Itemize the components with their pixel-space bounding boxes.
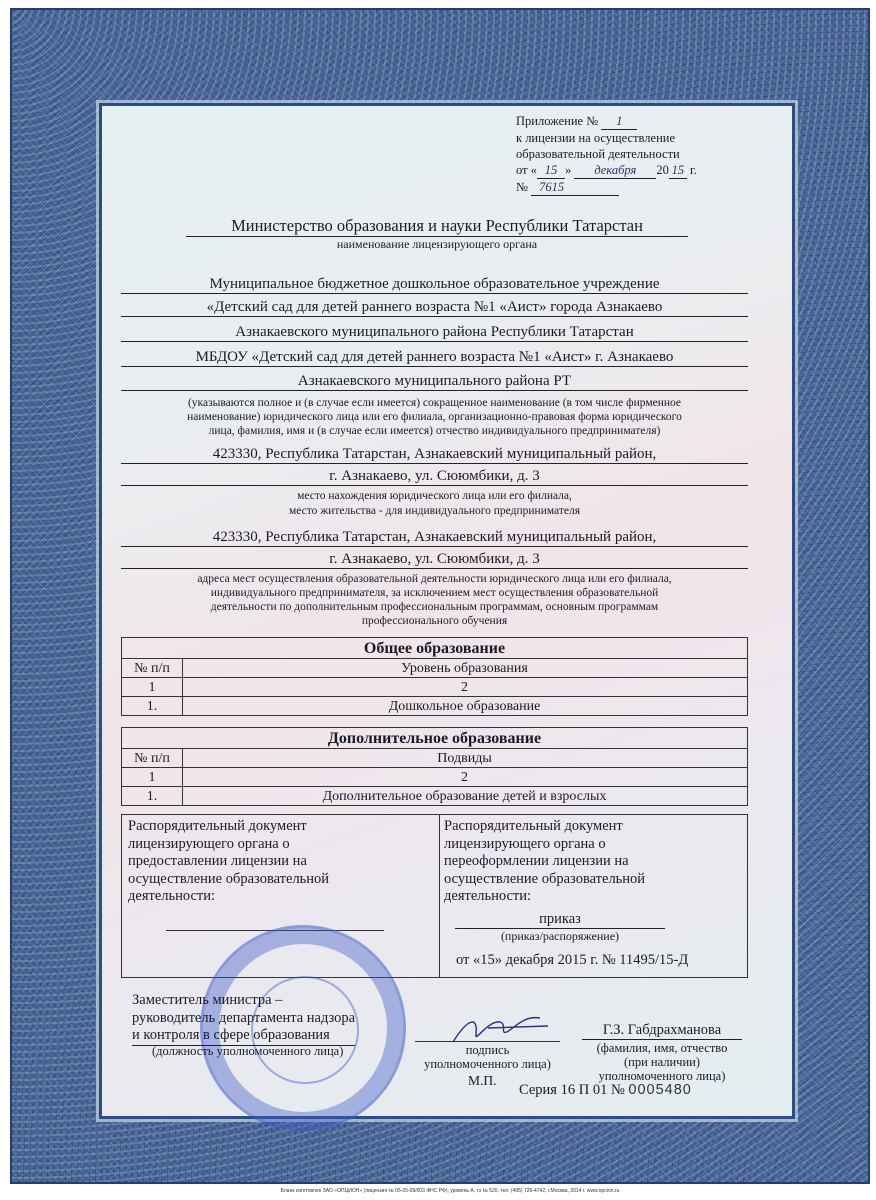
doc-right-type-caption: (приказ/распоряжение) bbox=[500, 929, 620, 943]
series-block: Серия 16 П 01 № 0005480 bbox=[519, 1082, 692, 1098]
additional-education-header-row: № п/п Подвиды bbox=[121, 748, 748, 768]
org-short-name-line1: МБДОУ «Детский сад для детей раннего возраста №1 «Аист» г. Азнакаево bbox=[121, 349, 748, 367]
appendix-number: 1 bbox=[601, 114, 637, 130]
org-name-caption-line3: лица, фамилия, имя и (в случае если имеется) отчество индивидуального предпринимателя) bbox=[208, 425, 661, 437]
authority-caption: наименование лицензирующего органа bbox=[336, 237, 538, 251]
appendix-month: декабря bbox=[574, 163, 656, 179]
activity-caption-line1: адреса мест осуществления образовательной деятельности юридического лица или его филиала, bbox=[197, 573, 672, 585]
general-education-header-row: № п/п Уровень образования bbox=[121, 658, 748, 678]
additional-education-index-row: 1 2 bbox=[121, 767, 748, 787]
table-row: 1. Дополнительное образование детей и взрослых bbox=[121, 786, 748, 806]
org-full-name-line2: «Детский сад для детей раннего возраста №1 «Аист» города Азнакаево bbox=[121, 299, 748, 317]
org-full-name-line3: Азнакаевского муниципального района Республики Татарстан bbox=[121, 324, 748, 342]
org-location-caption-line1: место нахождения юридического лица или его филиала, bbox=[297, 490, 572, 502]
appendix-line2: образовательной деятельности bbox=[516, 147, 680, 161]
documents-divider bbox=[439, 815, 440, 977]
org-location-line1: 423330, Республика Татарстан, Азнакаевский муниципальный район, bbox=[121, 446, 748, 464]
footer-imprint: Бланк изготовлен ЗАО «ОПЦИОН» (лицензия № 05-05-09/003 ФНС РФ), уровень А, тз № 520, тел. (495) 726-4742, г.Москва, 2014 г. www.opcion.ru bbox=[280, 1188, 620, 1194]
appendix-license-number: № 7615 bbox=[516, 180, 619, 196]
signer-name: Г.З. Габдрахманова bbox=[582, 1022, 742, 1040]
appendix-line1: к лицензии на осуществление bbox=[516, 131, 675, 145]
series-label: Серия bbox=[519, 1082, 557, 1098]
signature-caption: подпись уполномоченного лица) bbox=[424, 1043, 551, 1071]
additional-education-title: Дополнительное образование bbox=[121, 727, 748, 749]
doc-right-type: приказ bbox=[455, 911, 665, 929]
signer-position-caption: (должность уполномоченного лица) bbox=[152, 1044, 344, 1058]
doc-left-text: Распорядительный документ лицензирующего органа о предоставлении лицензии на осуществление образовательной деятельности: bbox=[128, 818, 330, 904]
activity-address-line1: 423330, Республика Татарстан, Азнакаевский муниципальный район, bbox=[121, 529, 748, 547]
activity-caption-line4: профессионального обучения bbox=[361, 615, 508, 627]
org-location-caption-line2: место жительства - для индивидуального предпринимателя bbox=[288, 505, 581, 517]
appendix-header bbox=[516, 114, 637, 130]
appendix-day: 15 bbox=[537, 163, 565, 179]
doc-right-date: от «15» декабря 2015 г. № 11495/15-Д bbox=[456, 952, 689, 968]
org-full-name-line1: Муниципальное бюджетное дошкольное образовательное учреждение bbox=[121, 276, 748, 294]
general-education-index-row: 1 2 bbox=[121, 677, 748, 697]
appendix-label: Приложение № bbox=[516, 114, 599, 128]
doc-right-text: Распорядительный документ лицензирующего органа о переоформлении лицензии на осуществление образовательной деятельности: bbox=[444, 818, 646, 904]
activity-address-line2: г. Азнакаево, ул. Сююмбики, д. 3 bbox=[121, 551, 748, 569]
signature-line bbox=[415, 1041, 560, 1042]
org-location-line2: г. Азнакаево, ул. Сююмбики, д. 3 bbox=[121, 468, 748, 486]
activity-caption-line2: индивидуального предпринимателя, за исключением мест осуществления образовательной bbox=[210, 587, 659, 599]
stamp-place-label: М.П. bbox=[468, 1073, 497, 1088]
appendix-date: от « 15 » декабря 20 15 г. bbox=[516, 163, 697, 177]
series-number: 0005480 bbox=[628, 1082, 692, 1098]
activity-caption-line3: деятельности по дополнительным профессиональным программам, основным программам bbox=[210, 601, 659, 613]
signer-name-caption: (фамилия, имя, отчество (при наличии) уполномоченного лица) bbox=[596, 1041, 728, 1083]
appendix-year: 15 bbox=[669, 163, 687, 179]
signer-position: Заместитель министра – руководитель департамента надзора и контроля в сфере образования bbox=[132, 992, 355, 1046]
table-row: 1. Дошкольное образование bbox=[121, 696, 748, 716]
org-short-name-line2: Азнакаевского муниципального района РТ bbox=[121, 373, 748, 391]
org-name-caption-line1: (указываются полное и (в случае если имеется) сокращенное наименование (в том числе фирменное bbox=[187, 397, 682, 409]
license-number: 7615 bbox=[531, 180, 619, 196]
general-education-title: Общее образование bbox=[121, 637, 748, 659]
signature-mark bbox=[448, 1008, 558, 1048]
series-value: 16 П 01 bbox=[560, 1082, 608, 1098]
authority-name: Министерство образования и науки Республики Татарстан bbox=[186, 216, 688, 237]
org-name-caption-line2: наименование) юридического лица или его филиала, организационно-правовая форма юридического bbox=[187, 411, 682, 423]
